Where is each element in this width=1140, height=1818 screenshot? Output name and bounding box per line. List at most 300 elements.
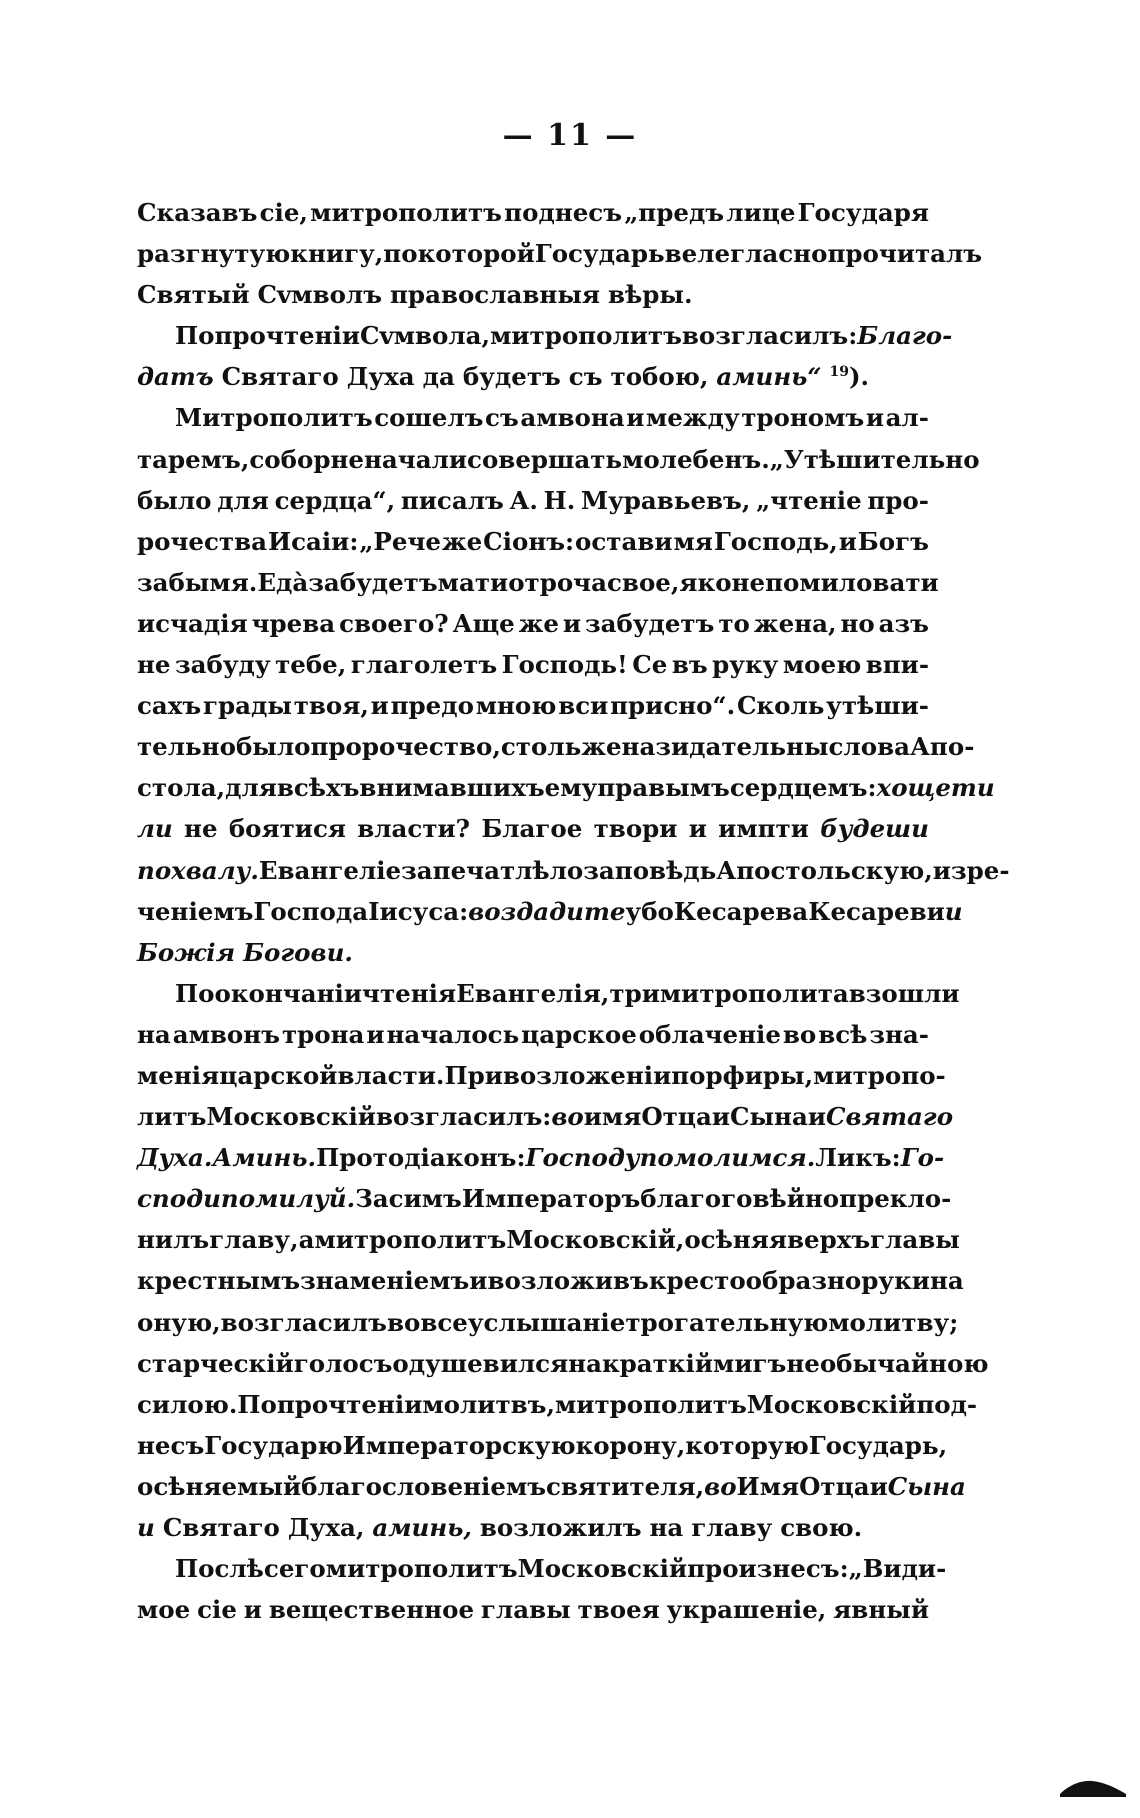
word: во	[704, 1471, 737, 1501]
word: датъ	[137, 362, 214, 392]
word: Имя	[736, 1471, 800, 1501]
word: „Рече	[359, 526, 441, 556]
word: стола,	[137, 773, 226, 803]
word: митрополитъ	[554, 1389, 747, 1419]
word: Духа,	[287, 1513, 365, 1542]
word: а	[298, 1225, 315, 1255]
word: главу	[691, 1513, 773, 1542]
word: будеши	[820, 814, 929, 844]
word: и	[807, 1102, 827, 1132]
text-line	[137, 274, 929, 315]
text-line	[137, 233, 983, 274]
word: Сколь	[736, 691, 825, 721]
word: Господу	[525, 1143, 640, 1173]
word: митрополита	[659, 978, 849, 1008]
word: Сына	[730, 1102, 808, 1132]
text-line	[137, 685, 929, 726]
word: хощети	[876, 773, 995, 803]
word: и	[865, 403, 884, 433]
word: слова	[828, 732, 910, 762]
text-line	[137, 808, 929, 849]
word: Аще	[452, 608, 515, 638]
page-number: — 11 —	[502, 118, 638, 153]
word: правымъ	[597, 773, 730, 803]
word: голосъ	[293, 1348, 393, 1378]
word: „Види-	[848, 1554, 947, 1584]
word: вси	[558, 691, 609, 721]
word: ченіемъ	[137, 896, 254, 926]
text-line	[137, 192, 929, 233]
word: благоговѣйно	[640, 1184, 840, 1214]
word: всеуслышаніе	[420, 1307, 626, 1337]
word: нилъ	[137, 1225, 210, 1255]
word: столь	[500, 732, 582, 762]
word: про-	[867, 485, 929, 515]
word: Евангелія,	[456, 978, 610, 1008]
word: импти	[718, 814, 809, 844]
word: Се	[632, 650, 668, 680]
word: Духа	[346, 362, 415, 392]
word: сахъ	[137, 691, 202, 721]
text-line	[137, 1014, 929, 1055]
word: помиловати	[765, 567, 939, 597]
word: Московскій	[746, 1389, 917, 1419]
word: главы	[870, 1225, 960, 1255]
word: но	[840, 608, 875, 638]
word: трогательную	[625, 1307, 829, 1337]
word: ли	[137, 814, 173, 844]
word: было	[235, 732, 311, 762]
text-line	[137, 315, 953, 356]
word: митрополитъ	[314, 1225, 507, 1255]
text-line	[137, 480, 929, 521]
word: возгласилъ:	[375, 1102, 552, 1132]
word: воздадите	[468, 896, 626, 926]
word: совершать	[467, 444, 623, 474]
word: своего?	[339, 608, 449, 638]
word: трона	[281, 1019, 365, 1049]
word: явный	[833, 1595, 929, 1625]
word: убо	[625, 896, 674, 926]
word: боятися	[228, 814, 346, 844]
word: предо	[390, 691, 474, 721]
text-line	[137, 521, 929, 562]
word: Господа	[253, 896, 369, 926]
word: амвонъ	[172, 1019, 280, 1049]
word: внимавшихъ	[359, 773, 545, 803]
word: Божія	[137, 937, 236, 967]
word: власти?	[357, 814, 471, 844]
word: съ	[568, 362, 603, 392]
word: Исаіи:	[267, 526, 359, 556]
word: Н.	[543, 485, 576, 515]
word: сердца“,	[274, 485, 396, 515]
word: забуду	[175, 650, 271, 680]
word: начали	[363, 444, 468, 474]
word: царское	[521, 1019, 637, 1049]
word: Святый	[137, 280, 250, 310]
word: Московскій	[517, 1554, 688, 1584]
word: и	[869, 1471, 888, 1501]
word: Духа.	[137, 1143, 213, 1173]
word: возложеніи	[502, 1060, 672, 1090]
word: тельно	[137, 732, 236, 762]
word: митрополитъ	[310, 198, 502, 227]
word: окончаніи	[214, 978, 363, 1008]
word: Іисуса:	[368, 896, 469, 926]
word: глаголетъ	[350, 650, 498, 680]
word: трономъ	[741, 403, 865, 433]
text-line	[137, 1055, 946, 1096]
word: знаменіемъ	[300, 1266, 470, 1296]
text-line	[137, 1219, 960, 1260]
word: „чтеніе	[756, 485, 862, 515]
word: Евангеліе	[258, 855, 402, 885]
word: моею	[782, 650, 862, 680]
word: Императоръ	[461, 1184, 641, 1214]
word: $^{19}$).	[829, 362, 870, 392]
text-line	[137, 1343, 989, 1384]
word: поднесъ	[504, 198, 623, 227]
word: краткій	[601, 1348, 714, 1378]
word: прочиталъ	[827, 239, 983, 269]
word: крестнымъ	[137, 1266, 301, 1296]
word: утѣши-	[826, 691, 929, 721]
word: на	[137, 1019, 171, 1049]
word: и	[711, 1102, 730, 1132]
word: вещественное	[268, 1595, 475, 1625]
word: и	[370, 691, 389, 721]
word: тебе,	[275, 650, 347, 680]
word: литъ	[137, 1102, 207, 1132]
word: оную,	[137, 1307, 221, 1337]
word: же	[518, 608, 559, 638]
word: и	[688, 814, 707, 844]
word: Московскій,	[506, 1225, 685, 1255]
word: митрополитъ	[325, 1554, 518, 1584]
text-line	[137, 603, 929, 644]
word: исчадія	[137, 608, 248, 638]
word: на	[568, 1348, 602, 1378]
word: которой	[417, 239, 535, 269]
word: забудетъ	[308, 567, 438, 597]
word: Ликъ:	[815, 1143, 901, 1173]
word: амвона	[520, 403, 625, 433]
word: Государь	[534, 239, 665, 269]
word: то	[718, 608, 750, 638]
word: Аминь.	[212, 1143, 317, 1173]
word: имя	[583, 1102, 642, 1132]
word: споди	[137, 1184, 221, 1214]
word: Богъ	[857, 526, 929, 556]
word: пророчество,	[310, 732, 501, 762]
word: Кесарева	[673, 896, 809, 926]
word: По	[237, 1389, 277, 1419]
word: Апо-	[909, 732, 975, 762]
text-line	[137, 644, 929, 685]
word: При	[444, 1060, 503, 1090]
word: вѣры.	[608, 280, 693, 310]
word: главы	[480, 1595, 571, 1625]
word: Святаго	[162, 1513, 280, 1542]
word: изре-	[932, 855, 1010, 885]
word: Государя	[797, 198, 929, 227]
word: Святаго	[221, 362, 339, 392]
word: Господь,	[713, 526, 838, 556]
text-line	[137, 932, 929, 973]
word: забудетъ	[584, 608, 715, 638]
word: Отца	[799, 1471, 870, 1501]
ornament-icon	[1058, 1776, 1128, 1798]
word: главу,	[209, 1225, 299, 1255]
word: сердцемъ:	[729, 773, 877, 803]
word: молебенъ.	[622, 444, 770, 474]
word: отроча	[508, 567, 607, 597]
word: По	[175, 978, 215, 1008]
word: и	[626, 403, 645, 433]
word: азъ	[878, 608, 929, 638]
word: всѣ	[818, 1019, 868, 1049]
word: съ	[485, 403, 519, 433]
word: же	[581, 732, 622, 762]
word: За	[355, 1184, 389, 1214]
text-line	[137, 726, 975, 767]
word: лице	[726, 198, 796, 227]
word: которую	[685, 1430, 809, 1460]
word: произнесъ:	[687, 1554, 849, 1584]
word: прочтеніи	[214, 321, 361, 351]
word: аминь,	[372, 1513, 472, 1542]
word: три	[609, 978, 660, 1008]
text-line	[137, 1589, 929, 1630]
word: запечатлѣло	[401, 855, 584, 885]
word: прекло-	[839, 1184, 952, 1214]
word: возложивъ	[487, 1266, 649, 1296]
word: старческій	[137, 1348, 294, 1378]
word: писалъ	[400, 485, 504, 515]
word: забы	[137, 567, 210, 597]
word: одушевился	[392, 1348, 569, 1378]
word: Сказавъ	[137, 198, 258, 227]
word: же	[441, 526, 483, 556]
word: Апостольскую,	[716, 855, 933, 885]
word: и	[562, 608, 582, 638]
word: сошелъ	[374, 403, 484, 433]
word: Благо-	[857, 321, 953, 351]
word: яко	[679, 567, 732, 597]
word: Господь!	[501, 650, 628, 680]
page-text	[137, 192, 1010, 1630]
text-line	[137, 1302, 959, 1343]
word: Богови.	[243, 937, 353, 967]
text-line	[137, 767, 995, 808]
word: А.	[509, 485, 538, 515]
word: взошли	[848, 978, 960, 1008]
word: для	[225, 773, 277, 803]
word: необычайною	[786, 1348, 989, 1378]
word: Московскій	[206, 1102, 376, 1132]
word: и	[838, 526, 857, 556]
text-line	[137, 356, 929, 397]
word: Го-	[900, 1143, 945, 1173]
word: митропо-	[813, 1060, 946, 1090]
text-line	[137, 562, 939, 603]
word: Императорскую	[342, 1430, 576, 1460]
text-line	[137, 1466, 966, 1507]
word: под-	[916, 1389, 978, 1419]
word: Муравьевъ,	[580, 485, 751, 515]
word: менія	[137, 1060, 220, 1090]
word: грады	[202, 691, 292, 721]
word: будетъ	[462, 362, 561, 392]
text-line	[137, 973, 960, 1014]
text-line	[137, 439, 980, 480]
text-line	[137, 850, 1010, 891]
word: царской	[219, 1060, 338, 1090]
word: облаченіе	[638, 1019, 781, 1049]
word: да	[422, 362, 455, 392]
word: возгласилъ:	[681, 321, 858, 351]
word: и	[944, 896, 963, 926]
word: „предъ	[624, 198, 725, 227]
word: жена,	[753, 608, 837, 638]
word: въ	[671, 650, 708, 680]
word: симъ	[388, 1184, 462, 1214]
word: благословеніемъ	[301, 1471, 547, 1501]
word: мигъ	[713, 1348, 787, 1378]
word: Сvмволъ	[257, 280, 382, 310]
word: Протодіаконъ:	[316, 1143, 526, 1173]
word: и	[469, 1266, 488, 1296]
text-line	[137, 1384, 978, 1425]
word: по	[383, 239, 418, 269]
word: таремъ,	[137, 444, 250, 474]
word: руки	[861, 1266, 930, 1296]
word: соборне	[249, 444, 364, 474]
word: чтенія	[362, 978, 457, 1008]
word: было	[137, 485, 212, 515]
word: Кесареви	[808, 896, 945, 926]
word: началось	[386, 1019, 520, 1049]
word: верхъ	[786, 1225, 871, 1255]
word: аминь“	[716, 362, 822, 392]
word: всѣхъ	[276, 773, 360, 803]
word: сего	[263, 1554, 326, 1584]
text-line	[137, 1096, 954, 1137]
word: Послѣ	[175, 1554, 264, 1584]
word: на	[649, 1513, 684, 1542]
word: возгласилъ	[220, 1307, 387, 1337]
word: Едà	[257, 567, 309, 597]
text-line	[137, 1260, 964, 1301]
word: и	[137, 1513, 155, 1542]
word: заповѣдь	[583, 855, 717, 885]
word: Митрополитъ	[175, 403, 373, 433]
word: чрева	[251, 608, 336, 638]
word: „Утѣшительно	[769, 444, 980, 474]
text-line	[137, 1137, 945, 1178]
word: зна-	[869, 1019, 929, 1049]
text-line	[137, 1178, 952, 1219]
word: остави	[575, 526, 673, 556]
word: рочества	[137, 526, 267, 556]
word: Государю	[204, 1430, 343, 1460]
word: мя.	[209, 567, 258, 597]
word: разгнутую	[137, 239, 291, 269]
word: твоея	[577, 1595, 660, 1625]
word: Сіонъ:	[483, 526, 575, 556]
word: не	[184, 814, 218, 844]
word: Сына	[887, 1471, 966, 1501]
word: несъ	[137, 1430, 205, 1460]
word: сіе	[197, 1595, 237, 1625]
word: порфиры,	[671, 1060, 814, 1090]
word: силою.	[137, 1389, 238, 1419]
word: возложилъ	[479, 1513, 642, 1542]
word: и	[243, 1595, 262, 1625]
word: сіе,	[259, 198, 308, 227]
word: крестообразно	[648, 1266, 862, 1296]
word: во	[782, 1019, 817, 1049]
text-line	[137, 891, 963, 932]
word: мя	[673, 526, 713, 556]
word: молитву;	[828, 1307, 959, 1337]
word: присно“.	[610, 691, 736, 721]
word: твоя,	[293, 691, 369, 721]
text-line	[137, 1507, 929, 1548]
word: осѣняемый	[137, 1471, 302, 1501]
word: осѣняя	[684, 1225, 787, 1255]
word: на	[929, 1266, 964, 1296]
word: похвалу.	[137, 855, 259, 885]
word: не	[137, 650, 171, 680]
word: и	[366, 1019, 385, 1049]
word: молитвъ,	[422, 1389, 555, 1419]
word: помилуй.	[220, 1184, 356, 1214]
word: мною	[475, 691, 557, 721]
word: впи-	[865, 650, 929, 680]
word: православныя	[390, 280, 600, 310]
word: прочтеніи	[276, 1389, 423, 1419]
word: ал-	[885, 403, 929, 433]
word: Сvмвола,	[360, 321, 491, 351]
word: во	[386, 1307, 421, 1337]
word: назидательны	[621, 732, 829, 762]
word: помолимся.	[639, 1143, 816, 1173]
word: свое,	[607, 567, 680, 597]
text-line	[137, 397, 929, 438]
word: твори	[593, 814, 678, 844]
word: власти.	[337, 1060, 445, 1090]
word: тобою,	[610, 362, 709, 392]
word: святителя,	[546, 1471, 705, 1501]
word: украшеніе,	[666, 1595, 827, 1625]
word: мое	[137, 1595, 191, 1625]
word: мати	[437, 567, 509, 597]
word: корону,	[575, 1430, 686, 1460]
word: свою.	[780, 1513, 863, 1542]
word: Благое	[481, 814, 583, 844]
word: книгу,	[290, 239, 384, 269]
word: для	[217, 485, 269, 515]
word: велегласно	[664, 239, 828, 269]
word: во	[551, 1102, 584, 1132]
word: между	[646, 403, 740, 433]
word: Отца	[641, 1102, 712, 1132]
text-line	[137, 1425, 948, 1466]
word: не	[731, 567, 766, 597]
text-line	[137, 1548, 947, 1589]
